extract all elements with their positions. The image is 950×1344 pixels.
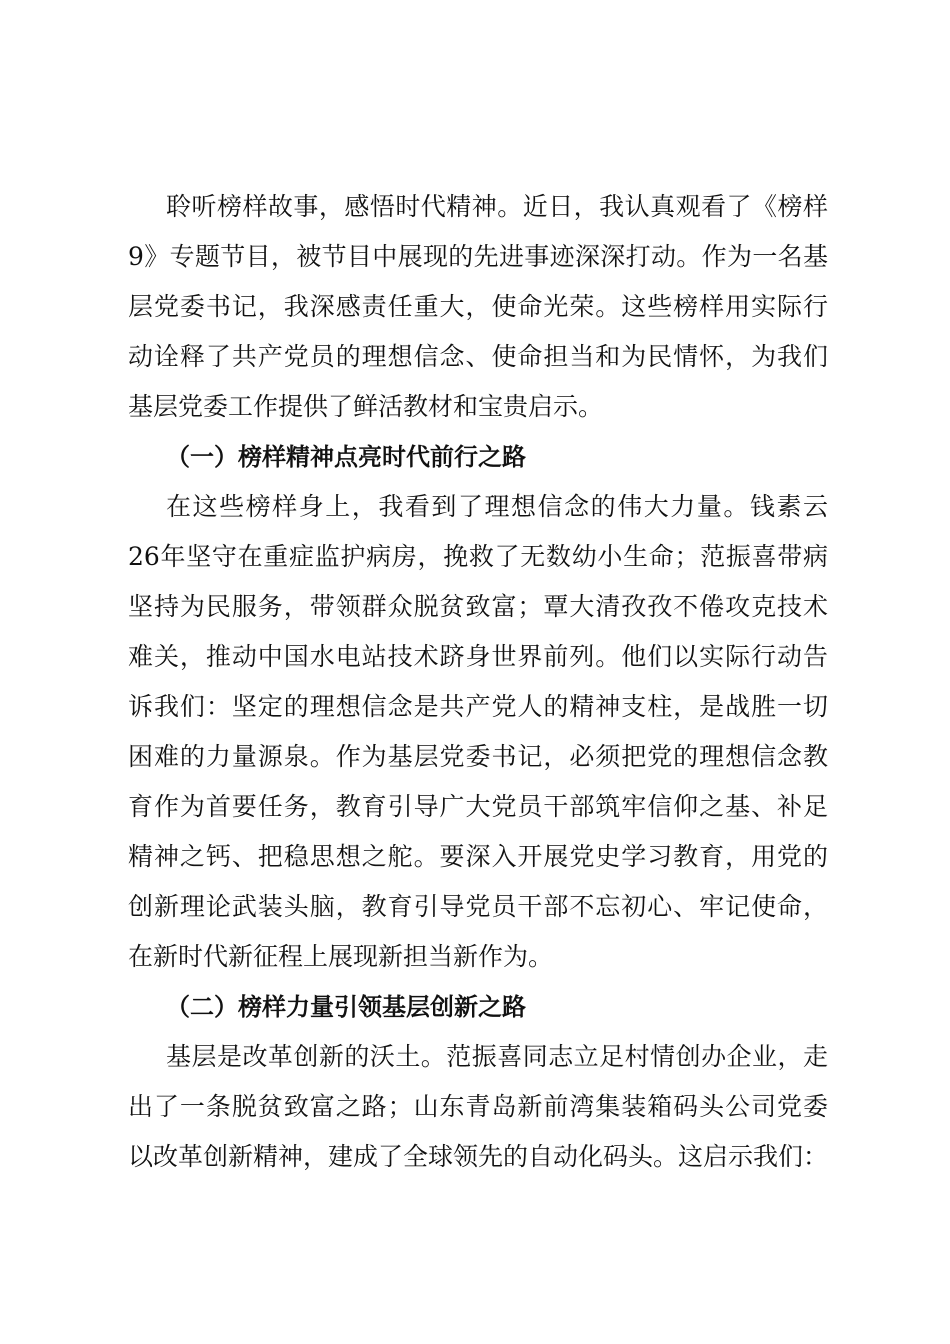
paragraph-3-line-1: 基层是改革创新的沃土。范振喜同志立足村情创办企业，走 [166,1042,828,1071]
paragraph-2-line-5: 诉我们：坚定的理想信念是共产党人的精神支柱，是战胜一切 [128,692,828,721]
paragraph-2-line-7: 育作为首要任务，教育引导广大党员干部筑牢信仰之基、补足 [128,792,828,821]
paragraph-2-line-8: 精神之钙、把稳思想之舵。要深入开展党史学习教育，用党的 [128,842,828,871]
paragraph-1-line-5: 基层党委工作提供了鲜活教材和宝贵启示。 [128,392,604,421]
paragraph-2-line-6: 困难的力量源泉。作为基层党委书记，必须把党的理想信念教 [128,742,828,771]
section-heading-1: （一）榜样精神点亮时代前行之路 [166,443,526,471]
paragraph-2-line-3: 坚持为民服务，带领群众脱贫致富；覃大清孜孜不倦攻克技术 [128,592,828,621]
paragraph-1-line-3: 层党委书记，我深感责任重大，使命光荣。这些榜样用实际行 [128,292,828,321]
paragraph-2-line-1: 在这些榜样身上，我看到了理想信念的伟大力量。钱素云 [166,492,828,521]
paragraph-1-line-2: 9》专题节目，被节目中展现的先进事迹深深打动。作为一名基 [128,242,828,271]
paragraph-3-line-2: 出了一条脱贫致富之路；山东青岛新前湾集装箱码头公司党委 [128,1092,828,1121]
paragraph-2-line-4: 难关，推动中国水电站技术跻身世界前列。他们以实际行动告 [128,642,828,671]
paragraph-2-line-9: 创新理论武装头脑，教育引导党员干部不忘初心、牢记使命， [128,892,828,921]
section-heading-2: （二）榜样力量引领基层创新之路 [166,993,526,1021]
paragraph-2-line-2: 26年坚守在重症监护病房，挽救了无数幼小生命；范振喜带病 [128,542,828,571]
paragraph-1-line-1: 聆听榜样故事，感悟时代精神。近日，我认真观看了《榜样 [166,192,828,221]
paragraph-1-line-4: 动诠释了共产党员的理想信念、使命担当和为民情怀，为我们 [128,342,828,371]
paragraph-3-line-3: 以改革创新精神，建成了全球领先的自动化码头。这启示我们： [128,1142,829,1171]
paragraph-2-line-10: 在新时代新征程上展现新担当新作为。 [128,942,554,971]
